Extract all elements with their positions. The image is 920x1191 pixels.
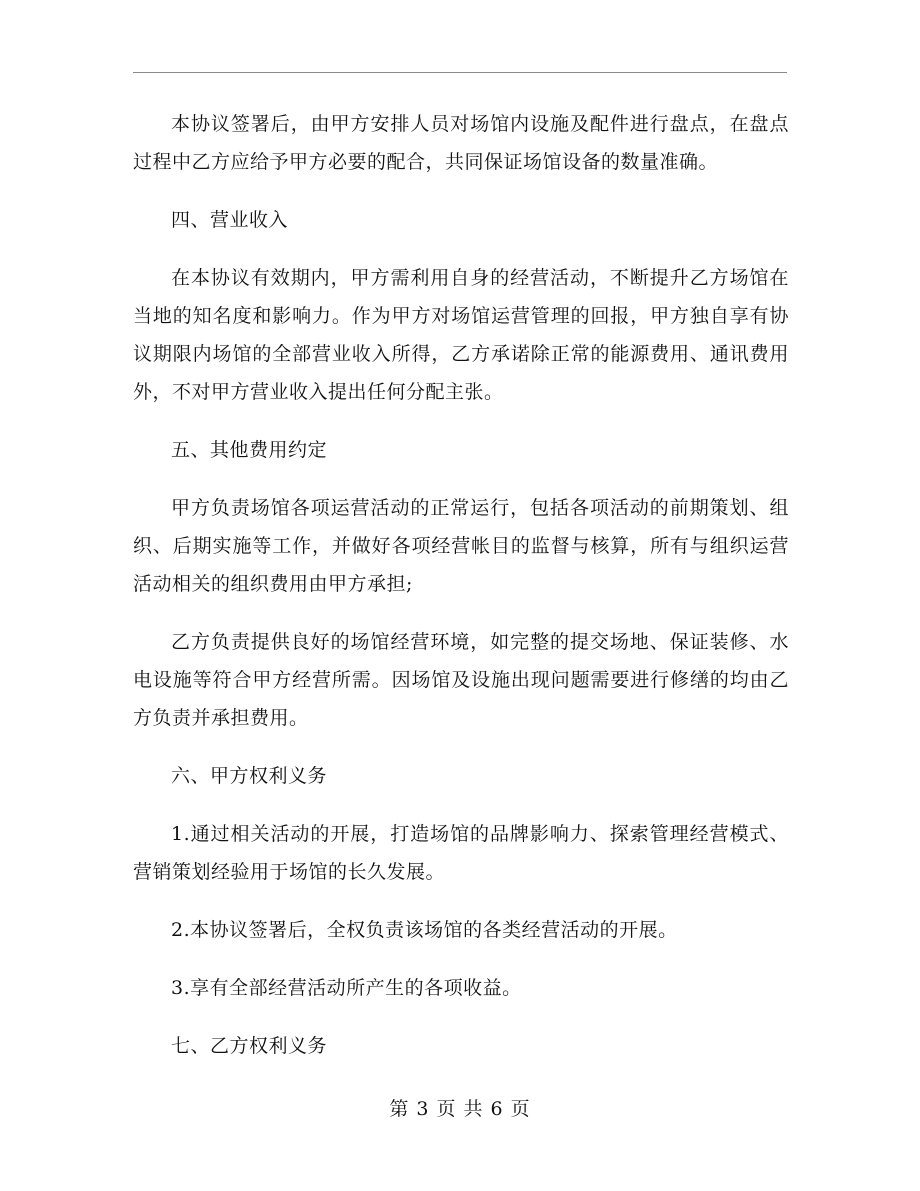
page-number: 第 3 页 共 6 页 [389,1098,531,1120]
paragraph-party-a-fees: 甲方负责场馆各项运营活动的正常运行，包括各项活动的前期策划、组织、后期实施等工作，并做好各项经营帐目的监督与核算，所有与组织运营活动相关的组织费用由甲方承担; [133,497,789,595]
document-body [133,105,789,1085]
paragraph-party-b-fees: 乙方负责提供良好的场馆经营环境，如完整的提交场地、保证装修、水电设施等符合甲方经营所需。因场馆及设施出现问题需要进行修缮的均由乙方负责并承担费用。 [133,631,789,729]
section-heading-party-b-rights: 七、乙方权利义务 [171,1035,328,1057]
section-heading-revenue: 四、营业收入 [171,209,289,231]
paragraph-party-a-right-1: 1.通过相关活动的开展，打造场馆的品牌影响力、探索管理经营模式、营销策划经验用于场馆的长久发展。 [133,823,789,883]
paragraph-party-a-right-2: 2.本协议签署后，全权负责该场馆的各类经营活动的开展。 [171,919,678,941]
paragraph-party-a-right-3: 3.享有全部经营活动所产生的各项收益。 [171,977,522,999]
section-heading-party-a-rights: 六、甲方权利义务 [171,765,328,787]
header-rule [133,72,787,73]
section-heading-other-fees: 五、其他费用约定 [171,439,328,461]
paragraph-revenue: 在本协议有效期内，甲方需利用自身的经营活动，不断提升乙方场馆在当地的知名度和影响力。作为甲方对场馆运营管理的回报，甲方独自享有协议期限内场馆的全部营业收入所得，乙方承诺除正常的能源费用、通讯费用外，不对甲方营业收入提出任何分配主张。 [133,267,789,403]
paragraph-inventory: 本协议签署后，由甲方安排人员对场馆内设施及配件进行盘点，在盘点过程中乙方应给予甲方必要的配合，共同保证场馆设备的数量准确。 [133,113,789,173]
